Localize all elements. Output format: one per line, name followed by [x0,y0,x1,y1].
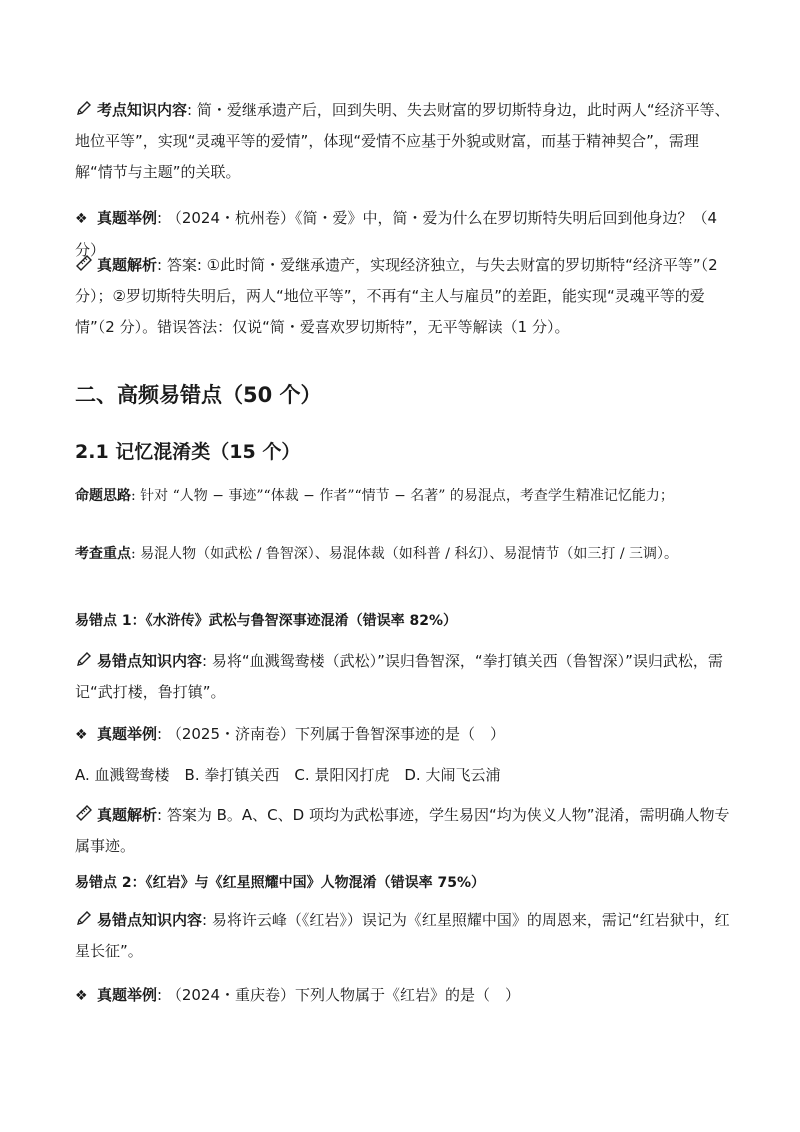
knowledge-text: : 简・爱继承遗产后，回到失明、失去财富的罗切斯特身边，此时两人“经济平等、地位平等”，实现“灵魂平等的爱情”，体现“爱情不应基于外貌或财富，而基于精神契合”，需理解“情节与主题”的关联。 [75,101,730,181]
analysis-label: 真题解析 [97,256,158,274]
point1-title: 易错点 1：《水浒传》武松与鲁智深事迹混淆（错误率 82%） [75,613,457,629]
ruler-pencil-icon [75,254,93,272]
idea-label: 命题思路 [75,488,131,504]
point1-analysis [75,800,735,862]
point2-knowledge [75,905,735,967]
pencil-icon [75,909,93,927]
example-text: : （2025・济南卷）下列属于鲁智深事迹的是（ ） [157,725,506,743]
point2-example [75,980,735,1012]
pencil-icon [75,99,93,117]
point1-example [75,719,735,751]
example-text: : （2024・重庆卷）下列人物属于《红岩》的是（ ） [157,986,521,1004]
diamond-bullet-icon: ❖ [75,988,88,1004]
knowledge-text: : 易将“血溅鸳鸯楼（武松）”误归鲁智深，“拳打镇关西（鲁智深）”误归武松，需记“武打楼，鲁打镇”。 [75,652,723,701]
knowledge-label: 易错点知识内容 [97,911,203,929]
diamond-bullet-icon: ❖ [75,727,88,743]
focus-label: 考查重点 [75,546,131,562]
pencil-icon [75,650,93,668]
analysis-text: : 答案: ①此时简・爱继承遗产，实现经济独立，与失去财富的罗切斯特“经济平等”（2 分）；②罗切斯特失明后，两人“地位平等”，不再有“主人与雇员”的差距，能实现“灵魂平等的爱情”（2 分）。错误答法：仅说“简・爱喜欢罗切斯特”，无平等解读（1 分）。 [75,256,718,336]
sub-heading: 2.1 记忆混淆类（15 个） [75,441,301,463]
diamond-bullet-icon: ❖ [75,211,88,227]
point2-title: 易错点 2：《红岩》与《红星照耀中国》人物混淆（错误率 75%） [75,875,485,891]
idea-text: : 针对 “人物 − 事迹”“体裁 − 作者”“情节 − 名著” 的易混点，考查学生精准记忆能力； [131,488,674,504]
knowledge-paragraph [75,95,735,188]
example-label: 真题举例 [97,986,158,1004]
idea-paragraph [75,482,735,510]
example-label: 真题举例 [97,725,158,743]
point1-options: A. 血溅鸳鸯楼 B. 拳打镇关西 C. 景阳冈打虎 D. 大闹飞云浦 [75,766,501,784]
knowledge-label: 考点知识内容 [97,101,188,119]
example-label: 真题举例 [97,209,158,227]
ruler-pencil-icon [75,804,93,822]
main-heading: 二、高频易错点（50 个） [75,383,322,407]
point1-knowledge [75,646,735,708]
focus-text: : 易混人物（如武松 / 鲁智深）、易混体裁（如科普 / 科幻）、易混情节（如三打 / 三调）。 [131,546,679,562]
knowledge-text: : 易将许云峰（《红岩》）误记为《红星照耀中国》的周恩来，需记“红岩狱中，红星长征”。 [75,911,730,960]
analysis-text: : 答案为 B。A、C、D 项均为武松事迹，学生易因“均为侠义人物”混淆，需明确人物专属事迹。 [75,806,730,855]
knowledge-label: 易错点知识内容 [97,652,203,670]
example-text: : （2024・杭州卷）《简・爱》中，简・爱为什么在罗切斯特失明后回到他身边？（4 分） [75,209,718,259]
focus-paragraph [75,540,735,568]
analysis-paragraph [75,250,735,343]
analysis-label: 真题解析 [97,806,158,824]
